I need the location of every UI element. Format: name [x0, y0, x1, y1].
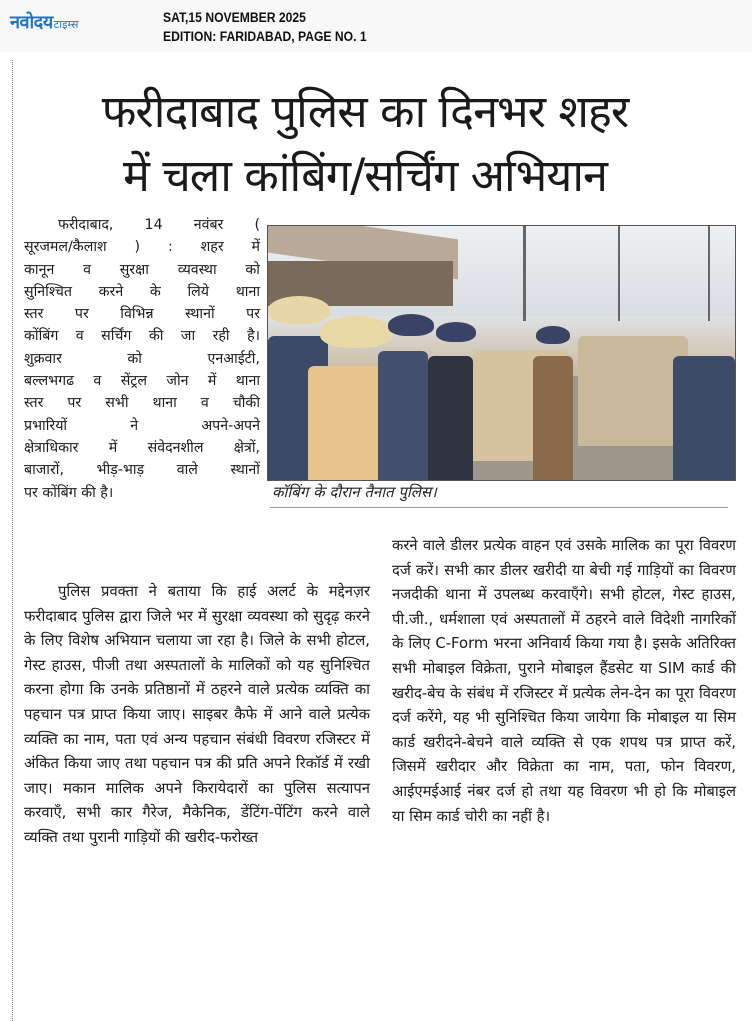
- column-divider: [12, 60, 13, 1021]
- edition-info: [163, 8, 367, 46]
- lead-line: शुक्रवार को एनआईटी,: [24, 350, 260, 367]
- body-paragraph: करने वाले डीलर प्रत्येक वाहन एवं उसके मालिक का पूरा विवरण दर्ज करें। सभी कार डीलर खरीदी या बेची गई गाड़ियों का विवरण नजदीकी थाना में उपलब्ध करवाएँगे। सभी होटल, गेस्ट हाउस, पी.जी., धर्मशाला एवं अस्पतालों में ठहरने वाले विदेशी नागरिकों के लिए C-Form भरना अनिवार्य किया गया है। इसके अतिरिक्त सभी मोबाइल विक्रेता, पुराने मोबाइल हैंडसेट या SIM कार्ड की खरीद-बेच के संबंध में रजिस्टर में प्रत्येक लेन-देन का पूरा विवरण दर्ज करेंगे, यह भी सुनिश्चित किया जायेगा कि मोबाइल या सिम कार्ड खरीदने-बेचने वाले व्यक्ति से एक शपथ पत्र प्राप्त करें, जिसमें खरीदार और विक्रेता का नाम, पता, फोन विवरण, आईएमईआई नंबर दर्ज हो तथा यह विवरण भी हो कि मोबाइल या सिम कार्ड चोरी का नहीं है।: [392, 537, 736, 825]
- lead-line: कोंबिंग व सर्चिंग की जा रही है।: [24, 328, 260, 345]
- photo-figure: [388, 314, 434, 336]
- lead-line: सुनिश्चित करने के लिये थाना: [24, 283, 260, 300]
- lead-line: बाजारों, भीड़-भाड़ वाले स्थानों: [24, 462, 260, 479]
- article-body-left: [24, 580, 370, 851]
- logo-main-text: नवोदय: [10, 12, 53, 33]
- article-body-right: [392, 534, 736, 829]
- lead-line: प्रभारियों ने अपने-अपने: [24, 417, 260, 434]
- photo-figure: [533, 356, 573, 480]
- lead-line: बल्लभगढ व सेंट्रल जोन में थाना: [24, 373, 260, 390]
- photo-figure: [578, 336, 688, 446]
- article-headline: [20, 80, 710, 208]
- logo-sub-text: टाइम्स: [53, 18, 79, 31]
- caption-divider: [270, 507, 728, 508]
- lead-line: स्तर पर सभी थाना व चौकी: [24, 395, 260, 412]
- lead-line: कानून व सुरक्षा व्यवस्था को: [24, 261, 260, 278]
- photo-figure: [320, 316, 392, 348]
- lead-line: क्षेत्राधिकार में संवेदनशील क्षेत्रों,: [24, 439, 260, 456]
- lead-line: फरीदाबाद, 14 नवंबर (: [58, 217, 260, 233]
- photo-figure: [428, 356, 473, 480]
- photo-figure: [308, 366, 388, 480]
- lead-line: स्तर पर विभिन्न स्थानों पर: [24, 306, 260, 323]
- edition-page: EDITION: FARIDABAD, PAGE NO. 1: [163, 29, 367, 44]
- photo-caption: कॉबिंग के दौरान तैनात पुलिस।: [272, 483, 437, 501]
- header-bar: [0, 0, 752, 52]
- newspaper-logo[interactable]: [10, 10, 78, 34]
- article-lead-column: [24, 214, 260, 504]
- article-photo[interactable]: [267, 225, 736, 481]
- body-paragraph: पुलिस प्रवक्ता ने बताया कि हाई अलर्ट के मद्देनज़र फरीदाबाद पुलिस द्वारा जिले भर में सुरक्षा व्यवस्था को सुदृढ़ करने के लिए विशेष अभियान चलाया जा रहा है। जिले के सभी होटल, गेस्ट हाउस, पीजी तथा अस्पतालों के मालिकों को यह सुनिश्चित करना होगा कि उनके प्रतिष्ठानों में ठहरने वाले प्रत्येक व्यक्ति का पहचान पत्र प्राप्त किया जाए। साइबर कैफे में आने वाले प्रत्येक व्यक्ति का नाम, पता एवं अन्य पहचान संबंधी विवरण रजिस्टर में अंकित किया जाए तथा पहचान पत्र की प्रति अपने रिकॉर्ड में रखी जाए। मकान मालिक अपने किरायेदारों का पुलिस सत्यापन करवाएँ, सभी कार गैरेज, मैकेनिक, डेंटिंग-पेंटिंग करने वाले व्यक्ति तथा पुरानी गाड़ियों की खरीद-फरोख्त: [24, 583, 370, 846]
- publication-date: SAT,15 NOVEMBER 2025: [163, 10, 306, 25]
- photo-figure: [536, 326, 570, 344]
- photo-figure: [268, 296, 330, 324]
- photo-figure: [378, 351, 428, 480]
- headline-line-1: फरीदाबाद पुलिस का दिनभर शहर: [101, 85, 629, 138]
- lead-line: सूरजमल/कैलाश ) : शहर में: [24, 239, 260, 256]
- lead-line: पर कोंबिंग की है।: [24, 484, 114, 501]
- headline-line-2: में चला कांबिंग/सर्चिंग अभियान: [122, 149, 607, 202]
- photo-figure: [436, 322, 476, 342]
- photo-figure: [673, 356, 735, 480]
- photo-crowd: [268, 296, 735, 480]
